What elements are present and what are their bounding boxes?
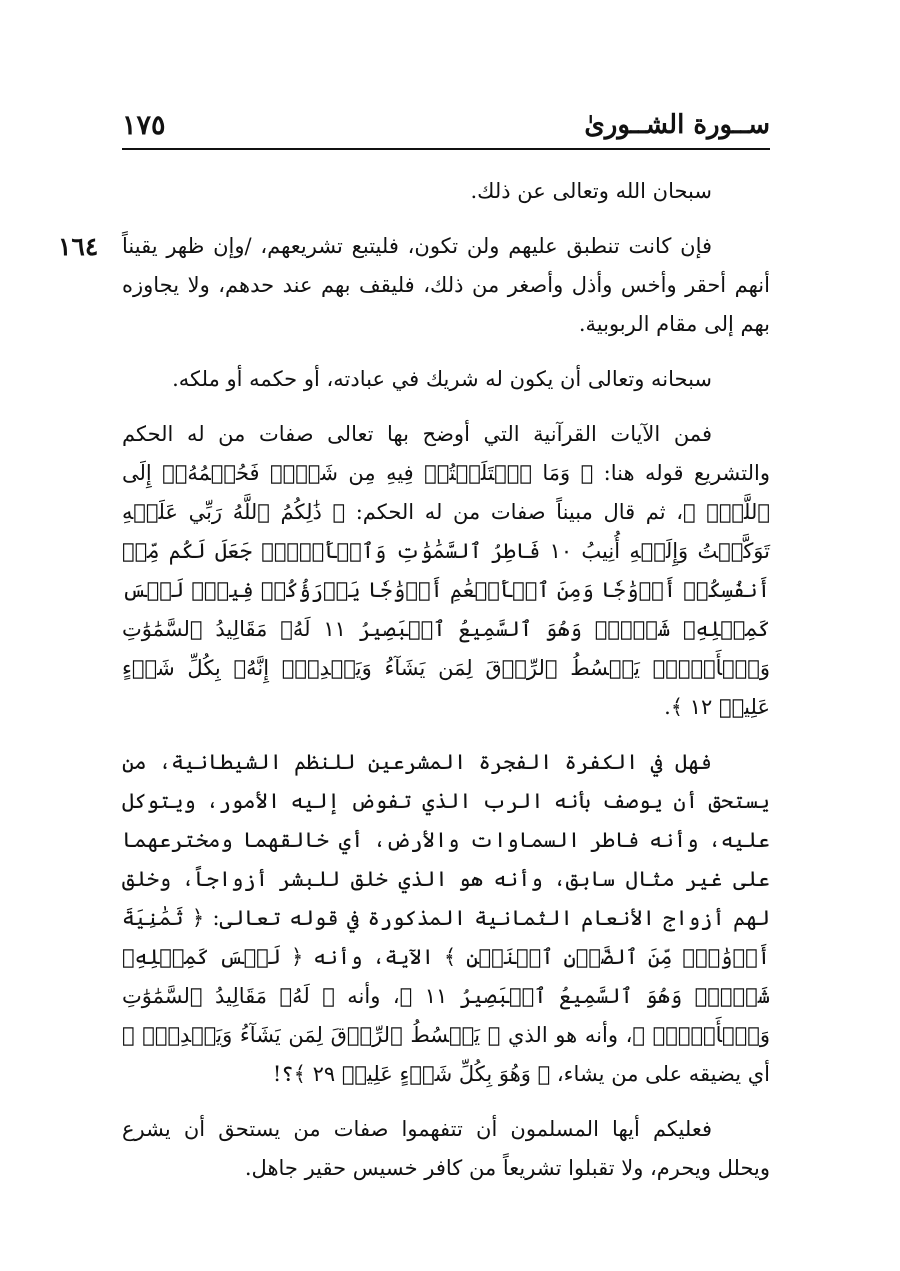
running-title: ســورة الشــورىٰ xyxy=(584,110,770,140)
margin-page-reference: ١٦٤ xyxy=(58,232,99,261)
paragraph-6: فعليكم أيها المسلمون أن تتفهموا صفات من يستحق أن يشرع ويحلل ويحرم، ولا تقبلوا تشريعاً من كافر خسيس حقير جاهل. xyxy=(122,1117,770,1180)
paragraph-5: فهل في الكفرة الفجرة المشرعين للنظم الشيطانية، من يستحق أن يوصف بأنه الرب الذي تفوض إليه الأمور، ويتوكل عليه، وأنه فاطر السماوات والأرض، أي خالقهما ومخترعهما على غير مثال سابق، وأنه هو الذي خلق للبشر أزواجاً، وخلق لهم أزواج الأنعام الثمانية المذكورة في قوله تعالى: ﴿ ثَمَٰنِيَةَ أَزۡوَٰجٖۖ مِّنَ ٱلضَّأۡنِ ٱثۡنَيۡنِ ﴾ الآية، وأنه ﴿ لَيۡسَ كَمِثۡلِهِۦ شَيۡءٞۖ وَهُوَ ٱلسَّمِيعُ ٱلۡبَصِيرُ ١١ ﴾، وأنه ﴿ لَهُۥ مَقَالِيدُ ٱلسَّمَٰوَٰتِ وَٱلۡأَرۡضِۖ ﴾، وأنه هو الذي ﴿ يَبۡسُطُ ٱلرِّزۡقَ لِمَن يَشَآءُ وَيَقۡدِرُۚ ﴾ أي يضيقه على من يشاء، ﴿ وَهُوَ بِكُلِّ شَيۡءٍ عَلِيمٞ ٢٩ ﴾؟! xyxy=(122,750,770,1086)
page-body xyxy=(122,172,770,1204)
paragraph-4: فمن الآيات القرآنية التي أوضح بها تعالى صفات من له الحكم والتشريع قوله هنا: ﴿ وَمَا ٱخۡتَلَفۡتُمۡ فِيهِ مِن شَيۡءٖ فَحُكۡمُهُۥٓ إِلَى ٱللَّهِۚ ﴾، ثم قال مبيناً صفات من له الحكم: ﴿ ذَٰلِكُمُ ٱللَّهُ رَبِّي عَلَيۡهِ تَوَكَّلۡتُ وَإِلَيۡهِ أُنِيبُ ١٠ فَاطِرُ ٱلسَّمَٰوَٰتِ وَٱلۡأَرۡضِۚ جَعَلَ لَكُم مِّنۡ أَنفُسِكُمۡ أَزۡوَٰجٗا وَمِنَ ٱلۡأَنۡعَٰمِ أَزۡوَٰجٗا يَذۡرَؤُكُمۡ فِيهِۚ لَيۡسَ كَمِثۡلِهِۦ شَيۡءٞۖ وَهُوَ ٱلسَّمِيعُ ٱلۡبَصِيرُ ١١ لَهُۥ مَقَالِيدُ ٱلسَّمَٰوَٰتِ وَٱلۡأَرۡضِۖ يَبۡسُطُ ٱلرِّزۡقَ لِمَن يَشَآءُ وَيَقۡدِرُۚ إِنَّهُۥ بِكُلِّ شَيۡءٍ عَلِيمٞ ١٢ ﴾. xyxy=(122,422,771,719)
paragraph-3: سبحانه وتعالى أن يكون له شريك في عبادته، أو حكمه أو ملكه. xyxy=(172,367,712,391)
paragraph-1: سبحان الله وتعالى عن ذلك. xyxy=(470,179,712,203)
page-number: ١٧٥ xyxy=(122,110,166,141)
page-header xyxy=(122,108,770,150)
paragraph-2: فإن كانت تنطبق عليهم ولن تكون، فليتبع تشريعهم، /وإن ظهر يقيناً أنهم أحقر وأخس وأذل وأصغر من ذلك، فليقف بهم عند حدهم، ولا يجاوزه بهم إلى مقام الربوبية. xyxy=(122,234,770,336)
